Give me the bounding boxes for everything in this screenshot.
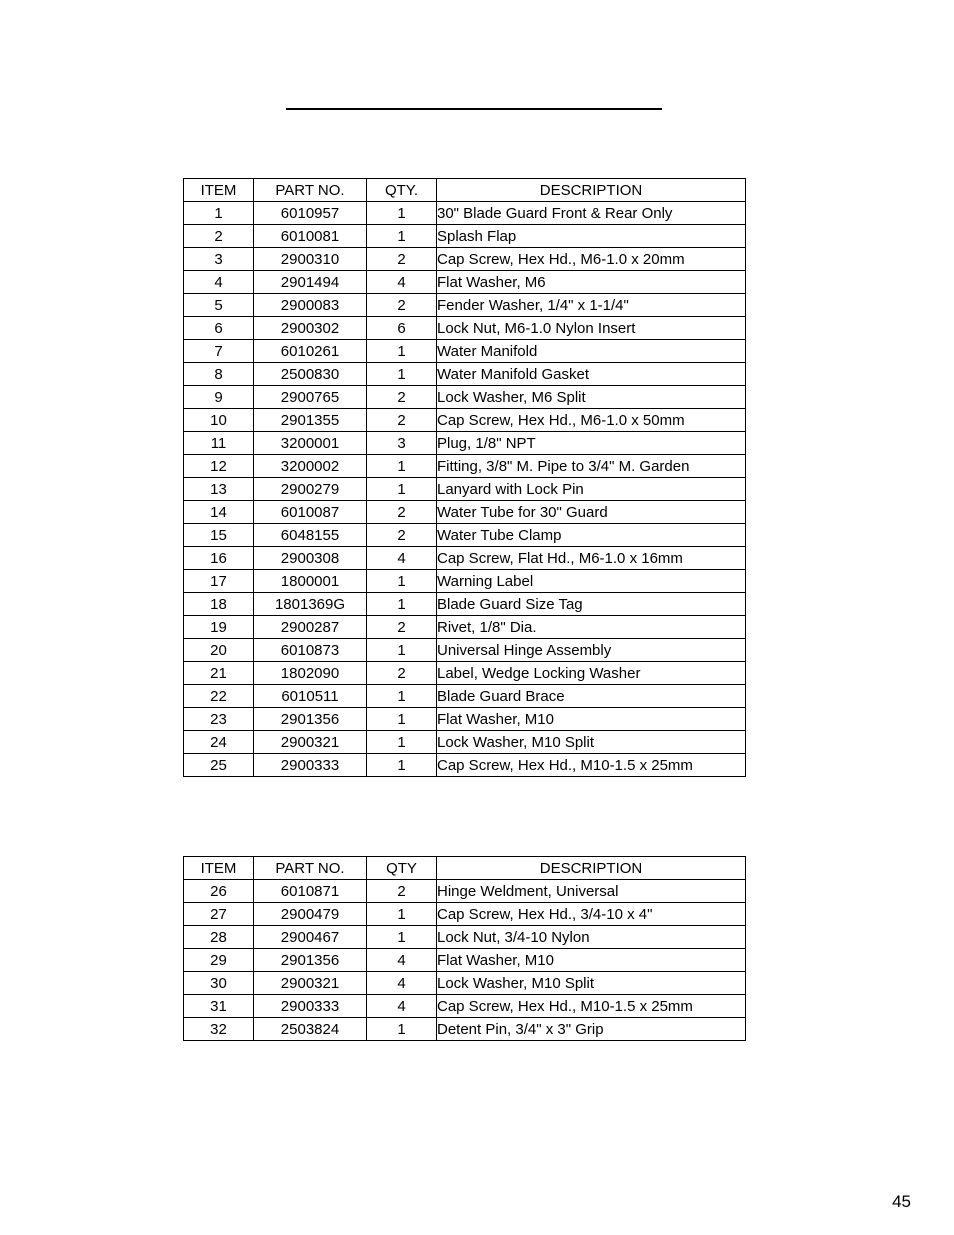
description-cell: Lock Washer, M6 Split (437, 386, 746, 409)
qty-cell: 2 (367, 386, 437, 409)
description-cell: Fender Washer, 1/4" x 1-1/4" (437, 294, 746, 317)
part-no-cell: 3200001 (254, 432, 367, 455)
item-cell: 1 (184, 202, 254, 225)
qty-cell: 2 (367, 248, 437, 271)
description-cell: Water Manifold Gasket (437, 363, 746, 386)
qty-cell: 1 (367, 708, 437, 731)
table-row (184, 225, 746, 248)
qty-cell: 6 (367, 317, 437, 340)
part-no-cell: 2901355 (254, 409, 367, 432)
qty-cell: 1 (367, 593, 437, 616)
table-row (184, 570, 746, 593)
qty-cell: 1 (367, 754, 437, 777)
qty-cell: 4 (367, 271, 437, 294)
table-row (184, 949, 746, 972)
item-cell: 16 (184, 547, 254, 570)
item-cell: 24 (184, 731, 254, 754)
table-row (184, 386, 746, 409)
description-cell: Lock Washer, M10 Split (437, 972, 746, 995)
item-cell: 26 (184, 880, 254, 903)
part-no-cell: 2900083 (254, 294, 367, 317)
table-row (184, 731, 746, 754)
title-underline (286, 108, 662, 110)
table-row (184, 478, 746, 501)
part-no-cell: 2901356 (254, 708, 367, 731)
item-cell: 31 (184, 995, 254, 1018)
qty-cell: 1 (367, 363, 437, 386)
item-cell: 10 (184, 409, 254, 432)
part-no-cell: 2900287 (254, 616, 367, 639)
page-number: 45 (892, 1192, 911, 1211)
qty-cell: 4 (367, 972, 437, 995)
header-description: DESCRIPTION (437, 179, 746, 202)
table-row (184, 547, 746, 570)
description-cell: Water Tube for 30" Guard (437, 501, 746, 524)
item-cell: 9 (184, 386, 254, 409)
item-cell: 32 (184, 1018, 254, 1041)
qty-cell: 2 (367, 616, 437, 639)
part-no-cell: 2901356 (254, 949, 367, 972)
qty-cell: 2 (367, 880, 437, 903)
header-part-no: PART NO. (254, 179, 367, 202)
item-cell: 11 (184, 432, 254, 455)
item-cell: 15 (184, 524, 254, 547)
item-cell: 18 (184, 593, 254, 616)
qty-cell: 1 (367, 225, 437, 248)
description-cell: Cap Screw, Hex Hd., M10-1.5 x 25mm (437, 754, 746, 777)
table-row (184, 202, 746, 225)
part-no-cell: 2900279 (254, 478, 367, 501)
description-cell: Flat Washer, M10 (437, 708, 746, 731)
part-no-cell: 2900765 (254, 386, 367, 409)
table-row (184, 248, 746, 271)
description-cell: Water Tube Clamp (437, 524, 746, 547)
item-cell: 7 (184, 340, 254, 363)
description-cell: Flat Washer, M10 (437, 949, 746, 972)
table-header-row (184, 857, 746, 880)
table-row (184, 926, 746, 949)
description-cell: Warning Label (437, 570, 746, 593)
header-qty: QTY (367, 857, 437, 880)
table-row (184, 708, 746, 731)
table-row (184, 903, 746, 926)
part-no-cell: 6010261 (254, 340, 367, 363)
description-cell: Splash Flap (437, 225, 746, 248)
qty-cell: 2 (367, 524, 437, 547)
part-no-cell: 2900467 (254, 926, 367, 949)
description-cell: Water Manifold (437, 340, 746, 363)
table-row (184, 455, 746, 478)
table-2-body (184, 880, 746, 1041)
part-no-cell: 6010871 (254, 880, 367, 903)
item-cell: 4 (184, 271, 254, 294)
item-cell: 28 (184, 926, 254, 949)
header-qty: QTY. (367, 179, 437, 202)
qty-cell: 1 (367, 639, 437, 662)
part-no-cell: 2900302 (254, 317, 367, 340)
description-cell: Lanyard with Lock Pin (437, 478, 746, 501)
part-no-cell: 2900310 (254, 248, 367, 271)
part-no-cell: 1801369G (254, 593, 367, 616)
part-no-cell: 6010087 (254, 501, 367, 524)
table-row (184, 880, 746, 903)
description-cell: Cap Screw, Hex Hd., M10-1.5 x 25mm (437, 995, 746, 1018)
table-1-body (184, 202, 746, 777)
item-cell: 21 (184, 662, 254, 685)
table-row (184, 524, 746, 547)
description-cell: Hinge Weldment, Universal (437, 880, 746, 903)
qty-cell: 1 (367, 340, 437, 363)
description-cell: Cap Screw, Hex Hd., M6-1.0 x 20mm (437, 248, 746, 271)
description-cell: Label, Wedge Locking Washer (437, 662, 746, 685)
qty-cell: 1 (367, 731, 437, 754)
description-cell: Plug, 1/8" NPT (437, 432, 746, 455)
qty-cell: 1 (367, 202, 437, 225)
qty-cell: 1 (367, 478, 437, 501)
qty-cell: 1 (367, 685, 437, 708)
description-cell: Cap Screw, Hex Hd., 3/4-10 x 4" (437, 903, 746, 926)
description-cell: Flat Washer, M6 (437, 271, 746, 294)
item-cell: 5 (184, 294, 254, 317)
part-no-cell: 2900333 (254, 995, 367, 1018)
part-no-cell: 1800001 (254, 570, 367, 593)
description-cell: Cap Screw, Hex Hd., M6-1.0 x 50mm (437, 409, 746, 432)
item-cell: 8 (184, 363, 254, 386)
qty-cell: 2 (367, 501, 437, 524)
part-no-cell: 1802090 (254, 662, 367, 685)
table-row (184, 432, 746, 455)
item-cell: 30 (184, 972, 254, 995)
description-cell: Fitting, 3/8" M. Pipe to 3/4" M. Garden (437, 455, 746, 478)
table-row (184, 1018, 746, 1041)
part-no-cell: 2900479 (254, 903, 367, 926)
item-cell: 20 (184, 639, 254, 662)
table-row (184, 363, 746, 386)
header-item: ITEM (184, 857, 254, 880)
part-no-cell: 2900321 (254, 972, 367, 995)
qty-cell: 3 (367, 432, 437, 455)
description-cell: Blade Guard Size Tag (437, 593, 746, 616)
description-cell: Detent Pin, 3/4" x 3" Grip (437, 1018, 746, 1041)
description-cell: Universal Hinge Assembly (437, 639, 746, 662)
qty-cell: 1 (367, 926, 437, 949)
qty-cell: 2 (367, 409, 437, 432)
table-row (184, 409, 746, 432)
item-cell: 12 (184, 455, 254, 478)
qty-cell: 2 (367, 294, 437, 317)
table-row (184, 662, 746, 685)
table-row (184, 639, 746, 662)
part-no-cell: 6048155 (254, 524, 367, 547)
item-cell: 23 (184, 708, 254, 731)
header-item: ITEM (184, 179, 254, 202)
description-cell: Rivet, 1/8" Dia. (437, 616, 746, 639)
table-row (184, 294, 746, 317)
table-row (184, 317, 746, 340)
parts-table-2 (183, 856, 746, 1041)
qty-cell: 1 (367, 903, 437, 926)
part-no-cell: 2901494 (254, 271, 367, 294)
table-row (184, 754, 746, 777)
description-cell: Lock Nut, M6-1.0 Nylon Insert (437, 317, 746, 340)
qty-cell: 2 (367, 662, 437, 685)
part-no-cell: 6010511 (254, 685, 367, 708)
qty-cell: 4 (367, 995, 437, 1018)
part-no-cell: 2900333 (254, 754, 367, 777)
description-cell: 30" Blade Guard Front & Rear Only (437, 202, 746, 225)
part-no-cell: 2900321 (254, 731, 367, 754)
table-row (184, 995, 746, 1018)
item-cell: 2 (184, 225, 254, 248)
table-row (184, 271, 746, 294)
header-description: DESCRIPTION (437, 857, 746, 880)
description-cell: Cap Screw, Flat Hd., M6-1.0 x 16mm (437, 547, 746, 570)
item-cell: 17 (184, 570, 254, 593)
header-part-no: PART NO. (254, 857, 367, 880)
part-no-cell: 3200002 (254, 455, 367, 478)
item-cell: 6 (184, 317, 254, 340)
parts-table-1 (183, 178, 746, 777)
table-row (184, 501, 746, 524)
item-cell: 22 (184, 685, 254, 708)
part-no-cell: 6010957 (254, 202, 367, 225)
part-no-cell: 2503824 (254, 1018, 367, 1041)
table-row (184, 593, 746, 616)
description-cell: Lock Nut, 3/4-10 Nylon (437, 926, 746, 949)
part-no-cell: 6010873 (254, 639, 367, 662)
table-row (184, 340, 746, 363)
qty-cell: 1 (367, 1018, 437, 1041)
table-row (184, 685, 746, 708)
item-cell: 19 (184, 616, 254, 639)
part-no-cell: 2900308 (254, 547, 367, 570)
table-row (184, 972, 746, 995)
description-cell: Blade Guard Brace (437, 685, 746, 708)
item-cell: 29 (184, 949, 254, 972)
table-row (184, 616, 746, 639)
item-cell: 14 (184, 501, 254, 524)
qty-cell: 1 (367, 455, 437, 478)
description-cell: Lock Washer, M10 Split (437, 731, 746, 754)
qty-cell: 4 (367, 547, 437, 570)
part-no-cell: 6010081 (254, 225, 367, 248)
part-no-cell: 2500830 (254, 363, 367, 386)
qty-cell: 4 (367, 949, 437, 972)
qty-cell: 1 (367, 570, 437, 593)
item-cell: 27 (184, 903, 254, 926)
item-cell: 25 (184, 754, 254, 777)
item-cell: 13 (184, 478, 254, 501)
item-cell: 3 (184, 248, 254, 271)
table-header-row (184, 179, 746, 202)
